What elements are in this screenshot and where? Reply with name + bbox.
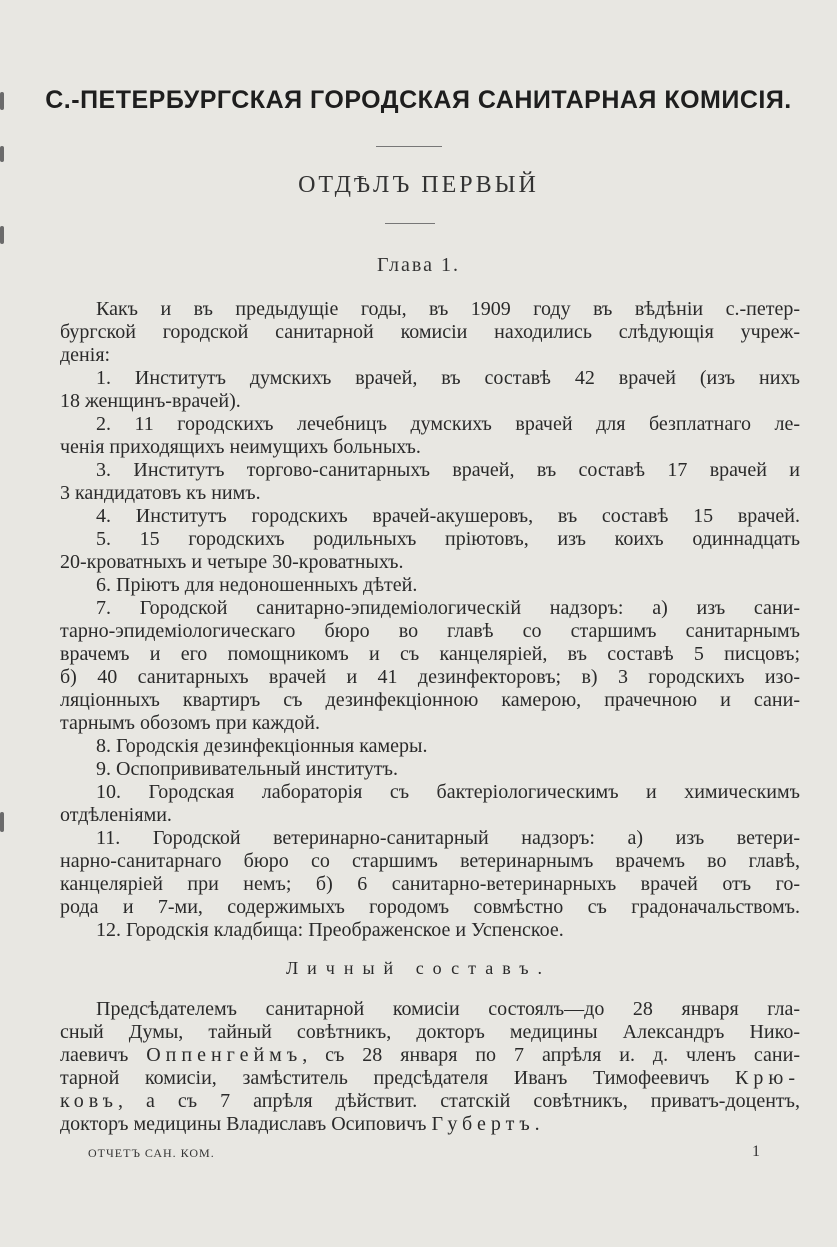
text-span: докторъ медицины Владиславъ Осиповичъ [60, 1113, 432, 1135]
text-line [60, 1113, 800, 1136]
text-line: сный Думы, тайный совѣтникъ, докторъ медицины Александръ Нико- [60, 1021, 800, 1043]
intro-paragraph [60, 298, 800, 367]
list-item: 9. Оспопрививательный институтъ. [96, 758, 398, 780]
chapter-title: Глава 1. [377, 254, 460, 276]
page-number: 1 [752, 1143, 760, 1160]
list-item: 2. 11 городскихъ лечебницъ думскихъ врачей для безплатнаго ле- [96, 413, 800, 435]
text-span: лаевичъ [60, 1044, 147, 1066]
surname-kryukov-end: ковъ [60, 1090, 118, 1112]
list-item: тарнымъ обозомъ при каждой. [60, 712, 320, 734]
text-line [60, 1067, 800, 1090]
list-item: 18 женщинъ-врачей). [60, 390, 241, 412]
personnel-paragraph [60, 998, 800, 1136]
text-line: бургской городской санитарной комисіи находились слѣдующія учреж- [60, 321, 800, 343]
list-item: 11. Городской ветеринарно-санитарный надзоръ: а) изъ ветери- [96, 827, 800, 849]
text-span: тарной комисіи, замѣститель предсѣдателя Иванъ Тимофеевичъ [60, 1067, 736, 1089]
list-item: ченія приходящихъ неимущихъ больныхъ. [60, 436, 421, 458]
text-line [60, 1044, 800, 1067]
surname-oppenheim: Оппенгеймъ [146, 1044, 303, 1066]
personnel-heading: Личный составъ. [285, 958, 552, 978]
edge-mark [0, 146, 4, 162]
list-item: 3. Институтъ торгово-санитарныхъ врачей, въ составѣ 17 врачей и [96, 459, 800, 481]
list-item: 7. Городской санитарно-эпидеміологическій надзоръ: а) изъ сани- [96, 597, 800, 619]
list-item: тарно-эпидеміологическаго бюро во главѣ со старшимъ санитарнымъ [60, 620, 800, 642]
list-item: 3 кандидатовъ къ нимъ. [60, 482, 261, 504]
list-item: 20-кроватныхъ и четыре 30-кроватныхъ. [60, 551, 404, 573]
edge-mark [0, 226, 4, 244]
list-item: 5. 15 городскихъ родильныхъ пріютовъ, изъ коихъ одиннадцать [96, 528, 800, 550]
footer-signature: ОТЧЕТЪ САН. КОМ. [88, 1146, 215, 1160]
institutions-list [60, 367, 800, 942]
text-line: денія: [60, 344, 111, 366]
surname-kryukov: Крю- [735, 1067, 800, 1089]
section-title: ОТДѢЛЪ ПЕРВЫЙ [298, 172, 539, 198]
list-item: канцеляріей при немъ; б) 6 санитарно-ветеринарныхъ врачей отъ го- [60, 873, 800, 895]
list-item: врачемъ и его помощникомъ и съ канцеляріей, въ составѣ 5 писцовъ; [60, 643, 800, 665]
text-line [60, 1090, 800, 1113]
list-item: отдѣленіями. [60, 804, 172, 826]
list-item: 12. Городскія кладбища: Преображенское и Успенское. [96, 919, 564, 941]
divider [376, 146, 442, 147]
list-item: ляціонныхъ квартиръ съ дезинфекціонною камерою, прачечною и сани- [60, 689, 800, 711]
text-line: Какъ и въ предыдущіе годы, въ 1909 году въ вѣдѣніи с.-петер- [96, 298, 800, 320]
header-title: С.-ПЕТЕРБУРГСКАЯ ГОРОДСКАЯ САНИТАРНАЯ КОМИСІЯ. [45, 86, 792, 114]
list-item: б) 40 санитарныхъ врачей и 41 дезинфекторовъ; в) 3 городскихъ изо- [60, 666, 800, 688]
list-item: 4. Институтъ городскихъ врачей-акушеровъ, въ составѣ 15 врачей. [96, 505, 800, 527]
divider [385, 223, 435, 224]
text-span: , съ 28 января по 7 апрѣля и. д. членъ сани- [302, 1044, 801, 1066]
list-item: нарно-санитарнаго бюро со старшимъ ветеринарнымъ врачемъ во главѣ, [60, 850, 800, 872]
list-item: 6. Пріютъ для недоношенныхъ дѣтей. [96, 574, 418, 596]
edge-mark [0, 812, 4, 832]
text-line: Предсѣдателемъ санитарной комисіи состоялъ—до 28 января гла- [96, 998, 800, 1020]
list-item: рода и 7-ми, содержимыхъ городомъ совмѣстно съ градоначальствомъ. [60, 896, 800, 918]
text-span: , а съ 7 апрѣля дѣйствит. статскій совѣтникъ, приватъ-доцентъ, [118, 1090, 800, 1112]
list-item: 1. Институтъ думскихъ врачей, въ составѣ 42 врачей (изъ нихъ [96, 367, 800, 389]
list-item: 8. Городскія дезинфекціонныя камеры. [96, 735, 428, 757]
surname-gubert: Губертъ [431, 1113, 535, 1135]
list-item: 10. Городская лабораторія съ бактеріологическимъ и химическимъ [96, 781, 800, 803]
text-span: . [534, 1113, 540, 1135]
